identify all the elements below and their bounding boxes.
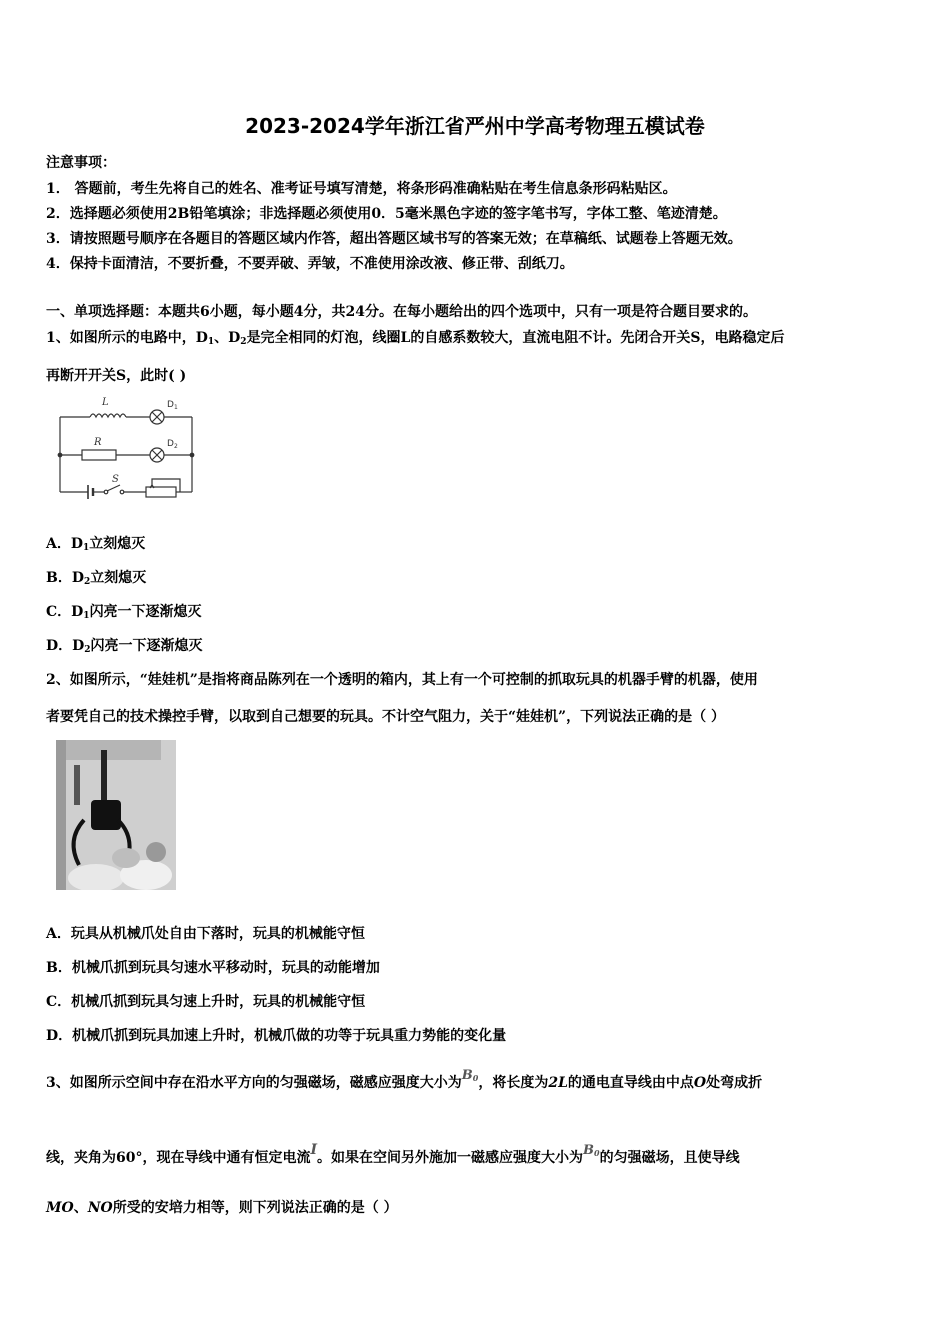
label-D1: $D_1$ bbox=[167, 400, 178, 411]
notes-item: 1． 答题前，考生先将自己的姓名、准考证号填写清楚，将条形码准确粘贴在考生信息条形码粘贴区。 bbox=[46, 181, 677, 197]
question-1-stem-cont: 再断开开关S，此时( ) bbox=[46, 368, 187, 384]
option-b[interactable]: B．$D_2$立刻熄灭 bbox=[46, 570, 147, 587]
option-c[interactable]: C．$D_1$闪亮一下逐渐熄灭 bbox=[46, 604, 202, 621]
symbol-b0: $B_0$ bbox=[461, 1068, 479, 1083]
option-a[interactable]: A．$D_1$立刻熄灭 bbox=[46, 536, 146, 553]
notes-item: 4．保持卡面清洁，不要折叠，不要弄破、弄皱，不准使用涂改液、修正带、刮纸刀。 bbox=[46, 256, 574, 272]
notes-heading: 注意事项： bbox=[46, 155, 116, 171]
option-d[interactable]: D．$D_2$闪亮一下逐渐熄灭 bbox=[46, 638, 203, 655]
symbol-b0: $B_0$ bbox=[583, 1143, 600, 1158]
question-3-stem-cont: 线，夹角为60°，现在导线中通有恒定电流I。如果在空间另外施加一磁感应强度大小为$B_0$的匀强磁场，且使导线 bbox=[46, 1142, 740, 1166]
section-heading: 一、单项选择题：本题共6小题，每小题4分，共24分。在每小题给出的四个选项中，只有一项是符合题目要求的。 bbox=[46, 304, 757, 320]
option-b[interactable]: B．机械爪抓到玩具匀速水平移动时，玩具的动能增加 bbox=[46, 960, 380, 976]
notes-item: 3．请按照题号顺序在各题目的答题区域内作答，超出答题区域书写的答案无效；在草稿纸、试题卷上答题无效。 bbox=[46, 231, 742, 247]
label-S: S bbox=[112, 474, 119, 485]
question-3-stem: 3、如图所示空间中存在沿水平方向的匀强磁场，磁感应强度大小为$B_0$，将长度为2L的通电直导线由中点O处弯成折 bbox=[46, 1068, 763, 1091]
question-1-stem: 1、如图所示的电路中，$D_1$、$D_2$是完全相同的灯泡，线圈L的自感系数较大，直流电阻不计。先闭合开关S，电路稳定后 bbox=[46, 330, 785, 347]
notes-item: 2．选择题必须使用2B铅笔填涂；非选择题必须使用0．5毫米黑色字迹的签字笔书写，字体工整、笔迹清楚。 bbox=[46, 206, 727, 222]
option-a[interactable]: A．玩具从机械爪处自由下落时，玩具的机械能守恒 bbox=[46, 926, 365, 942]
claw-machine-photo bbox=[56, 740, 176, 890]
option-c[interactable]: C．机械爪抓到玩具匀速上升时，玩具的机械能守恒 bbox=[46, 994, 366, 1010]
question-3-stem-end: MO、NO所受的安培力相等，则下列说法正确的是（ ） bbox=[46, 1200, 398, 1216]
circuit-diagram bbox=[52, 392, 202, 504]
question-2-stem: 2、如图所示，“娃娃机”是指将商品陈列在一个透明的箱内，其上有一个可控制的抓取玩具的机器手臂的机器，使用 bbox=[46, 672, 758, 688]
label-L: L bbox=[102, 397, 109, 408]
page-title: 2023-2024学年浙江省严州中学高考物理五模试卷 bbox=[245, 114, 705, 138]
label-R: R bbox=[94, 437, 102, 448]
question-2-stem-cont: 者要凭自己的技术操控手臂，以取到自己想要的玩具。不计空气阻力，关于“娃娃机”，下列说法正确的是（ ） bbox=[46, 709, 725, 725]
label-D2: $D_2$ bbox=[167, 439, 178, 450]
option-d[interactable]: D．机械爪抓到玩具加速上升时，机械爪做的功等于玩具重力势能的变化量 bbox=[46, 1028, 507, 1044]
